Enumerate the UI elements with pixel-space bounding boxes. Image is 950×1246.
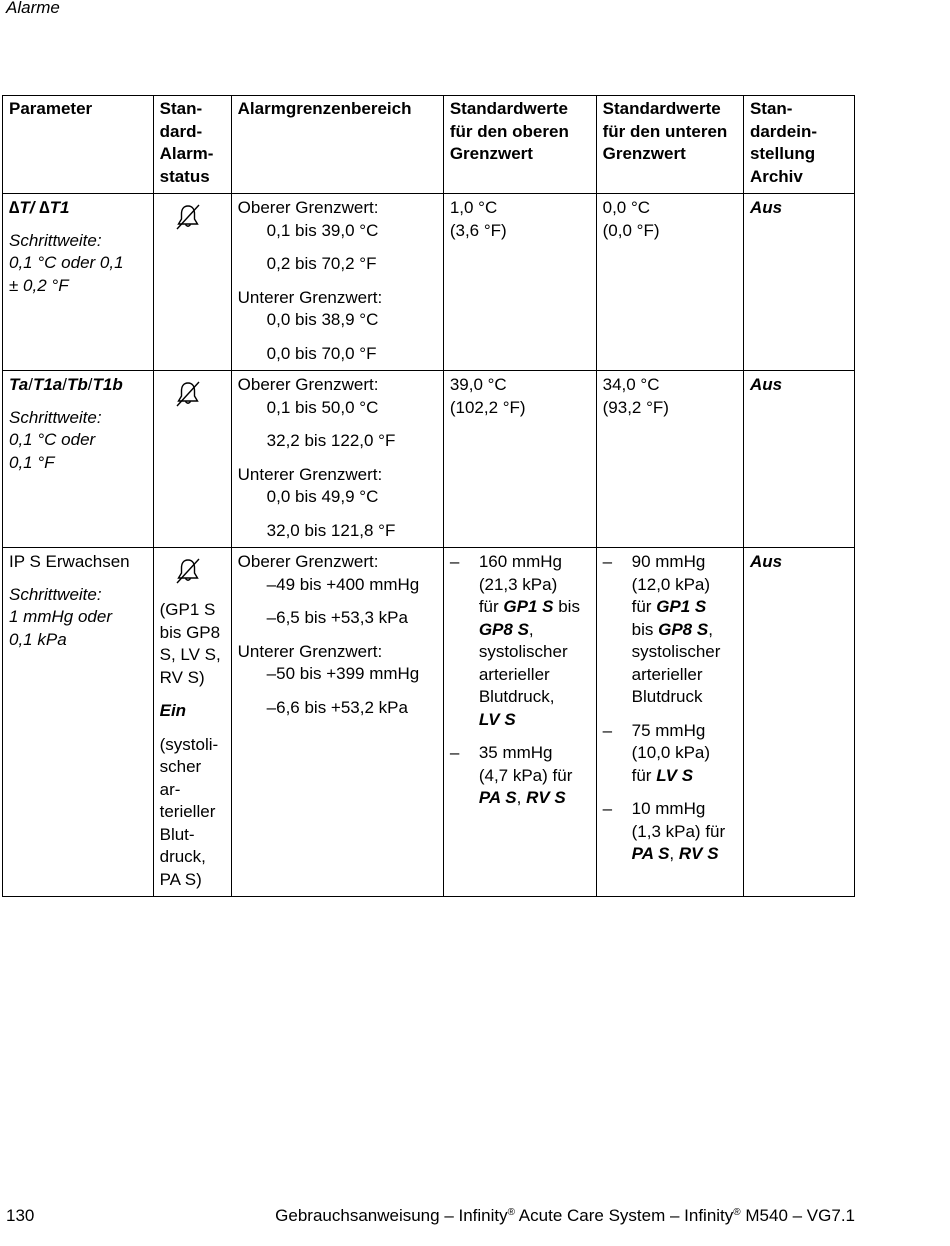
default-upper-cell: 1,0 °C (3,6 °F)	[443, 194, 596, 371]
step-label: Schrittweite:	[9, 230, 102, 250]
list-item: – 160 mmHg (21,3 kPa) für GP1 S bis GP8 S, systolischer arterieller Blutdruck, LV S	[449, 552, 580, 729]
default-upper-cell: 39,0 °C (102,2 °F)	[443, 371, 596, 548]
range-cell: Oberer Grenzwert: 0,1 bis 39,0 °C 0,2 bis 70,2 °F Unterer Grenzwert: 0,0 bis 38,9 °C 0,0 bis 70,0 °F	[231, 194, 443, 371]
page-header: Alarme	[6, 0, 60, 17]
alarm-status-cell	[153, 194, 231, 371]
table-row	[3, 548, 855, 897]
list-item: – 35 mmHg (4,7 kPa) für PA S, RV S	[449, 743, 573, 807]
param-cell	[3, 194, 154, 371]
param-name: ∆T/ ∆T1	[9, 198, 70, 217]
table-row	[3, 194, 855, 371]
archive-cell: Aus	[743, 371, 854, 548]
alarm-status-cell	[153, 548, 231, 897]
step-value: 0,1 °C oder 0,1	[9, 253, 124, 272]
alarm-off-bell-icon	[174, 557, 202, 585]
step-label: Schrittweite:	[9, 584, 102, 604]
alarm-off-bell-icon	[174, 380, 202, 408]
alarm-off-bell-icon	[174, 203, 202, 231]
archive-cell: Aus	[743, 194, 854, 371]
table-header-row	[3, 96, 855, 194]
param-cell	[3, 371, 154, 548]
step-label: Schrittweite:	[9, 407, 102, 427]
list-item: – 10 mmHg (1,3 kPa) für PA S, RV S	[602, 799, 726, 863]
range-cell: Oberer Grenzwert: –49 bis +400 mmHg –6,5 bis +53,3 kPa Unterer Grenzwert: –50 bis +399 mmHg –6,6 bis +53,2 kPa	[231, 548, 443, 897]
archive-cell: Aus	[743, 548, 854, 897]
status-note-2: (systoli- scher ar- terieller Blut- druck, PA S)	[159, 734, 219, 889]
step-value: 0,1 kPa	[9, 629, 67, 649]
col-header-default-upper: Standardwerte für den oberen Grenzwert	[443, 96, 596, 194]
step-value: 0,1 °C oder	[9, 430, 96, 449]
status-on: Ein	[159, 701, 187, 720]
param-name: IP S Erwachsen	[9, 552, 130, 571]
col-header-default-alarm-status: Stan- dard- Alarm- status	[153, 96, 231, 194]
list-item: – 90 mmHg (12,0 kPa) für GP1 S bis GP8 S, systolischer arterieller Blutdruck	[602, 552, 721, 706]
col-header-archive: Stan- dardein- stellung Archiv	[743, 96, 854, 194]
page-number: 130	[6, 1206, 35, 1225]
footer-title: Gebrauchsanweisung – Infinity® Acute Care System – Infinity® M540 – VG7.1	[275, 1206, 855, 1225]
col-header-alarm-range: Alarmgrenzenbereich	[231, 96, 443, 194]
param-name: Ta/T1a/Tb/T1b	[9, 375, 123, 394]
default-lower-cell	[596, 548, 743, 897]
alarm-status-cell	[153, 371, 231, 548]
alarm-limits-table	[2, 95, 855, 897]
param-cell	[3, 548, 154, 897]
default-upper-cell	[443, 548, 596, 897]
step-value: ± 0,2 °F	[9, 275, 69, 295]
step-value: 0,1 °F	[9, 452, 55, 472]
step-value: 1 mmHg oder	[9, 607, 112, 626]
default-lower-cell: 34,0 °C (93,2 °F)	[596, 371, 743, 548]
default-lower-cell: 0,0 °C (0,0 °F)	[596, 194, 743, 371]
table-row	[3, 371, 855, 548]
col-header-default-lower: Standardwerte für den unteren Grenzwert	[596, 96, 743, 194]
col-header-parameter: Parameter	[3, 96, 154, 194]
list-item: – 75 mmHg (10,0 kPa) für LV S	[602, 720, 711, 785]
status-note: (GP1 S bis GP8 S, LV S, RV S)	[159, 600, 221, 687]
range-cell: Oberer Grenzwert: 0,1 bis 50,0 °C 32,2 bis 122,0 °F Unterer Grenzwert: 0,0 bis 49,9 °C 32,0 bis 121,8 °F	[231, 371, 443, 548]
